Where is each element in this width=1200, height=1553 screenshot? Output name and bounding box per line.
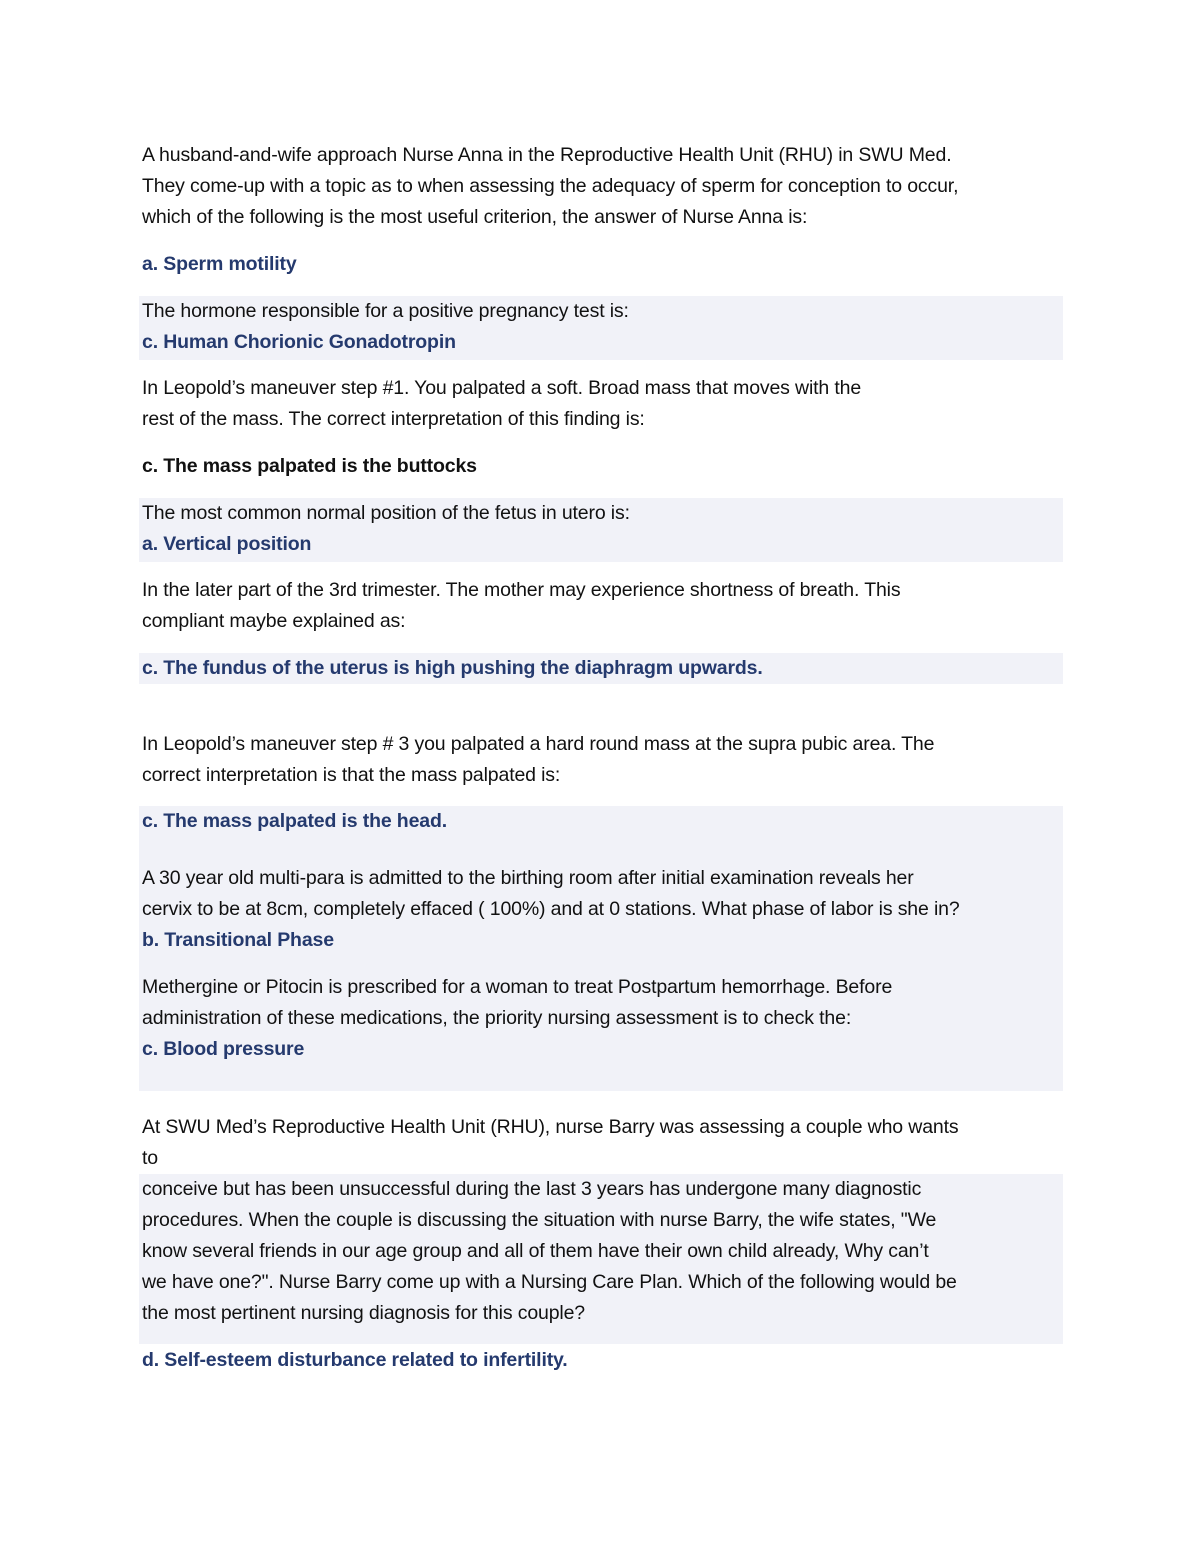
answer-9-block (139, 1345, 1063, 1376)
question-text-line: conceive but has been unsuccessful during the last 3 years has undergone many diagnostic (142, 1178, 922, 1200)
question-text-line: rest of the mass. The correct interpretation of this finding is: (142, 408, 645, 430)
question-text-line: Methergine or Pitocin is prescribed for a woman to treat Postpartum hemorrhage. Before (142, 976, 893, 998)
question-5 (139, 575, 1063, 637)
answer-text: c. The mass palpated is the buttocks (142, 455, 477, 477)
answer-text: a. Sperm motility (142, 253, 297, 275)
question-text-line: we have one?". Nurse Barry come up with a Nursing Care Plan. Which of the following would be (142, 1271, 957, 1293)
question-text-line: procedures. When the couple is discussing the situation with nurse Barry, the wife states, "We (142, 1209, 937, 1231)
question-text-line: administration of these medications, the priority nursing assessment is to check the: (142, 1007, 852, 1029)
question-text-line: In Leopold’s maneuver step #1. You palpated a soft. Broad mass that moves with the (142, 377, 862, 399)
question-text-line: to (142, 1147, 158, 1169)
question-3 (139, 373, 1063, 435)
question-9-top (139, 1112, 1063, 1176)
question-text-line: know several friends in our age group and all of them have their own child already, Why can’t (142, 1240, 929, 1262)
question-2 (139, 296, 1063, 360)
question-9-body (139, 1174, 1063, 1344)
question-text-line: The hormone responsible for a positive pregnancy test is: (142, 300, 629, 322)
answer-text: c. The fundus of the uterus is high pushing the diaphragm upwards. (142, 657, 763, 679)
question-text-line: compliant maybe explained as: (142, 610, 406, 632)
question-text-line: correct interpretation is that the mass palpated is: (142, 764, 561, 786)
answer-5-block (139, 653, 1063, 684)
question-text-line: which of the following is the most useful criterion, the answer of Nurse Anna is: (142, 206, 808, 228)
question-text-line: cervix to be at 8cm, completely effaced ( 100%) and at 0 stations. What phase of labor is she in? (142, 898, 960, 920)
question-6 (139, 729, 1063, 791)
question-1 (139, 140, 1063, 240)
answer-text: c. The mass palpated is the head. (142, 810, 447, 832)
answer-text: c. Human Chorionic Gonadotropin (142, 331, 456, 353)
answer-3-block (139, 451, 1063, 482)
question-text-line: the most pertinent nursing diagnosis for this couple? (142, 1302, 585, 1324)
answer-text: c. Blood pressure (142, 1038, 305, 1060)
question-text-line: They come-up with a topic as to when assessing the adequacy of sperm for conception to occur, (142, 175, 959, 197)
shaded-region-q6-q8 (139, 806, 1063, 1091)
question-text-line: The most common normal position of the fetus in utero is: (142, 502, 630, 524)
question-text-line: In Leopold’s maneuver step # 3 you palpated a hard round mass at the supra pubic area. The (142, 733, 935, 755)
answer-text: b. Transitional Phase (142, 929, 334, 951)
answer-1-block (139, 249, 1063, 280)
question-text-line: In the later part of the 3rd trimester. The mother may experience shortness of breath. This (142, 579, 901, 601)
question-text-line: A husband-and-wife approach Nurse Anna in the Reproductive Health Unit (RHU) in SWU Med. (142, 144, 952, 166)
question-text-line: At SWU Med’s Reproductive Health Unit (RHU), nurse Barry was assessing a couple who wants (142, 1116, 959, 1138)
answer-text: a. Vertical position (142, 533, 312, 555)
answer-text: d. Self-esteem disturbance related to infertility. (142, 1349, 568, 1371)
question-text-line: A 30 year old multi-para is admitted to the birthing room after initial examination reveals her (142, 867, 914, 889)
question-4 (139, 498, 1063, 562)
